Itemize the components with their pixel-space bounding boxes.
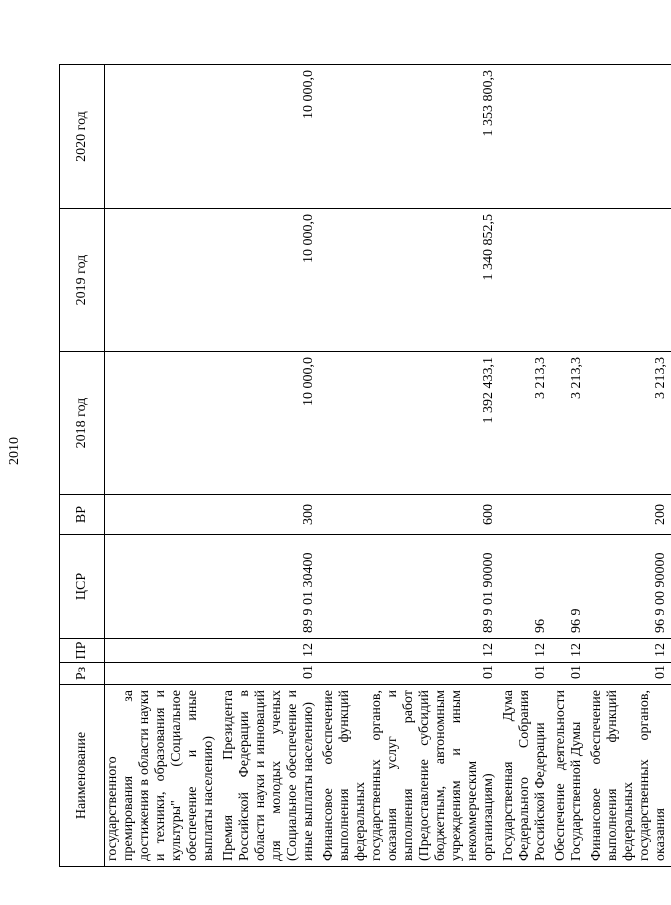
table-row <box>105 65 220 867</box>
header-vr: ВР <box>60 495 105 535</box>
row-2018: 3 213,3 <box>551 352 587 495</box>
row-pr: 12 <box>219 639 319 663</box>
row-rz: 01 <box>219 663 319 685</box>
row-2018: 3 213,3 <box>587 352 671 495</box>
budget-table <box>59 64 671 867</box>
row-2019 <box>499 209 551 352</box>
table-row <box>551 65 587 867</box>
row-vr: 300 <box>219 495 319 535</box>
row-2018: 10 000,0 <box>219 352 319 495</box>
row-name: Государственная Дума Федерального Собрания Российской Федерации <box>499 685 551 867</box>
row-2019: 10 000,0 <box>219 209 319 352</box>
page-number-container <box>0 436 30 466</box>
row-name: государственного премирования за достижения в области науки и техники, образования и культуры" (Социальное обеспечение и иные выплаты населению) <box>105 685 220 867</box>
page-number: 2010 <box>7 437 22 465</box>
row-pr: 12 <box>587 639 671 663</box>
row-csr: 96 <box>499 535 551 639</box>
row-rz: 01 <box>551 663 587 685</box>
table-row <box>219 65 319 867</box>
table-row <box>319 65 499 867</box>
header-csr: ЦСР <box>60 535 105 639</box>
row-pr: 12 <box>499 639 551 663</box>
row-2020 <box>499 65 551 209</box>
row-rz: 01 <box>587 663 671 685</box>
row-csr: 96 9 <box>551 535 587 639</box>
row-vr <box>499 495 551 535</box>
header-pr: ПР <box>60 639 105 663</box>
row-pr: 12 <box>551 639 587 663</box>
row-2018: 1 392 433,1 <box>319 352 499 495</box>
row-name: Премия Президента Российской Федерации в области науки и инноваций для молодых ученых (Социальное обеспечение и иные выплаты населению) <box>219 685 319 867</box>
table-header-row <box>60 65 105 867</box>
row-2019 <box>587 209 671 352</box>
row-2018: 3 213,3 <box>499 352 551 495</box>
row-vr <box>551 495 587 535</box>
row-vr: 200 <box>587 495 671 535</box>
header-2020: 2020 год <box>60 65 105 209</box>
row-2019 <box>105 209 220 352</box>
header-2019: 2019 год <box>60 209 105 352</box>
rotated-page <box>59 65 668 867</box>
table-row <box>499 65 551 867</box>
row-2018 <box>105 352 220 495</box>
row-csr: 96 9 00 90000 <box>587 535 671 639</box>
header-2018: 2018 год <box>60 352 105 495</box>
row-2020 <box>551 65 587 209</box>
row-vr <box>105 495 220 535</box>
row-2019 <box>551 209 587 352</box>
row-name: Обеспечение деятельности Государственной Думы <box>551 685 587 867</box>
row-2020: 10 000,0 <box>219 65 319 209</box>
row-rz: 01 <box>319 663 499 685</box>
row-csr: 89 9 01 90000 <box>319 535 499 639</box>
row-name: Финансовое обеспечение выполнения функций федеральных государственных органов, оказания <box>587 685 671 867</box>
row-rz <box>105 663 220 685</box>
row-csr <box>105 535 220 639</box>
row-rz: 01 <box>499 663 551 685</box>
row-name: Финансовое обеспечение выполнения функций федеральных государственных органов, оказания услуг и выполнения работ (Предоставление субсидий бюджетным, автономным учреждениям и иным некоммерческим организациям) <box>319 685 499 867</box>
row-vr: 600 <box>319 495 499 535</box>
row-pr <box>105 639 220 663</box>
row-pr: 12 <box>319 639 499 663</box>
row-2020 <box>105 65 220 209</box>
table-row <box>587 65 671 867</box>
row-2019: 1 340 852,5 <box>319 209 499 352</box>
row-2020 <box>587 65 671 209</box>
row-2020: 1 353 800,3 <box>319 65 499 209</box>
header-name: Наименование <box>60 685 105 867</box>
row-csr: 89 9 01 30400 <box>219 535 319 639</box>
header-rz: Рз <box>60 663 105 685</box>
